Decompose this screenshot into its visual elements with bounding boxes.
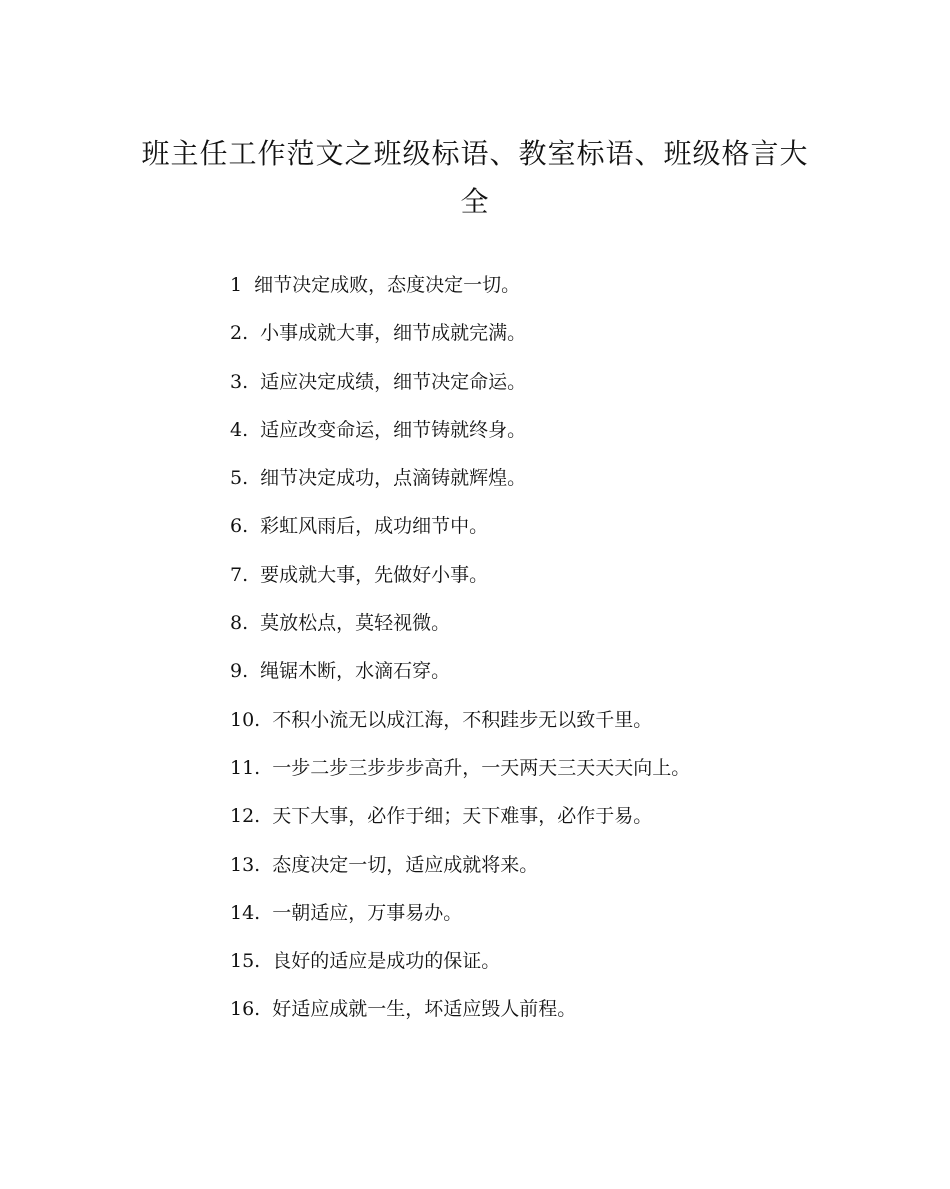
item-number: 8. [230, 612, 249, 635]
list-item [230, 604, 870, 652]
list-item [230, 797, 870, 845]
list-item [230, 990, 870, 1038]
item-number: 3. [230, 370, 249, 393]
item-text: 适应决定成绩，细节决定命运。 [260, 370, 527, 393]
item-number: 16. [230, 998, 261, 1021]
item-number: 11. [230, 756, 261, 779]
list-item [230, 894, 870, 942]
slogan-list [230, 266, 870, 1039]
list-item [230, 266, 870, 314]
item-number: 6. [230, 515, 249, 538]
item-text: 一步二步三步步步高升，一天两天三天天天向上。 [272, 756, 691, 779]
item-number: 1 [230, 274, 243, 296]
item-number: 12. [230, 805, 261, 828]
list-item [230, 652, 870, 700]
item-number: 5. [230, 467, 249, 490]
list-item [230, 556, 870, 604]
item-number: 7. [230, 563, 249, 586]
item-text: 天下大事，必作于细；天下难事，必作于易。 [272, 805, 653, 828]
item-text: 要成就大事，先做好小事。 [260, 563, 489, 586]
list-item [230, 701, 870, 749]
item-text: 一朝适应，万事易办。 [272, 901, 463, 924]
item-text: 细节决定成功，点滴铸就辉煌。 [260, 467, 527, 490]
item-text: 好适应成就一生，坏适应毁人前程。 [272, 998, 577, 1021]
item-text: 态度决定一切，适应成就将来。 [272, 853, 539, 876]
item-number: 9. [230, 660, 249, 683]
list-item [230, 846, 870, 894]
item-text: 彩虹风雨后，成功细节中。 [260, 515, 489, 538]
item-number: 13. [230, 853, 261, 876]
item-text: 不积小流无以成江海，不积跬步无以致千里。 [272, 708, 653, 731]
item-number: 4. [230, 418, 249, 441]
list-item [230, 363, 870, 411]
item-text: 适应改变命运，细节铸就终身。 [260, 418, 527, 441]
item-number: 2. [230, 322, 249, 345]
list-item [230, 314, 870, 362]
list-item [230, 459, 870, 507]
list-item [230, 411, 870, 459]
list-item [230, 749, 870, 797]
item-number: 15. [230, 950, 261, 973]
item-text: 细节决定成败，态度决定一切。 [254, 274, 521, 296]
item-number: 14. [230, 901, 261, 924]
item-text: 小事成就大事，细节成就完满。 [260, 322, 527, 345]
list-item [230, 507, 870, 555]
item-text: 莫放松点，莫轻视微。 [260, 612, 451, 635]
list-item [230, 942, 870, 990]
item-number: 10. [230, 708, 261, 731]
item-text: 良好的适应是成功的保证。 [272, 950, 501, 973]
item-text: 绳锯木断，水滴石穿。 [260, 660, 451, 683]
document-title: 班主任工作范文之班级标语、教室标语、班级格言大全 [141, 137, 809, 218]
